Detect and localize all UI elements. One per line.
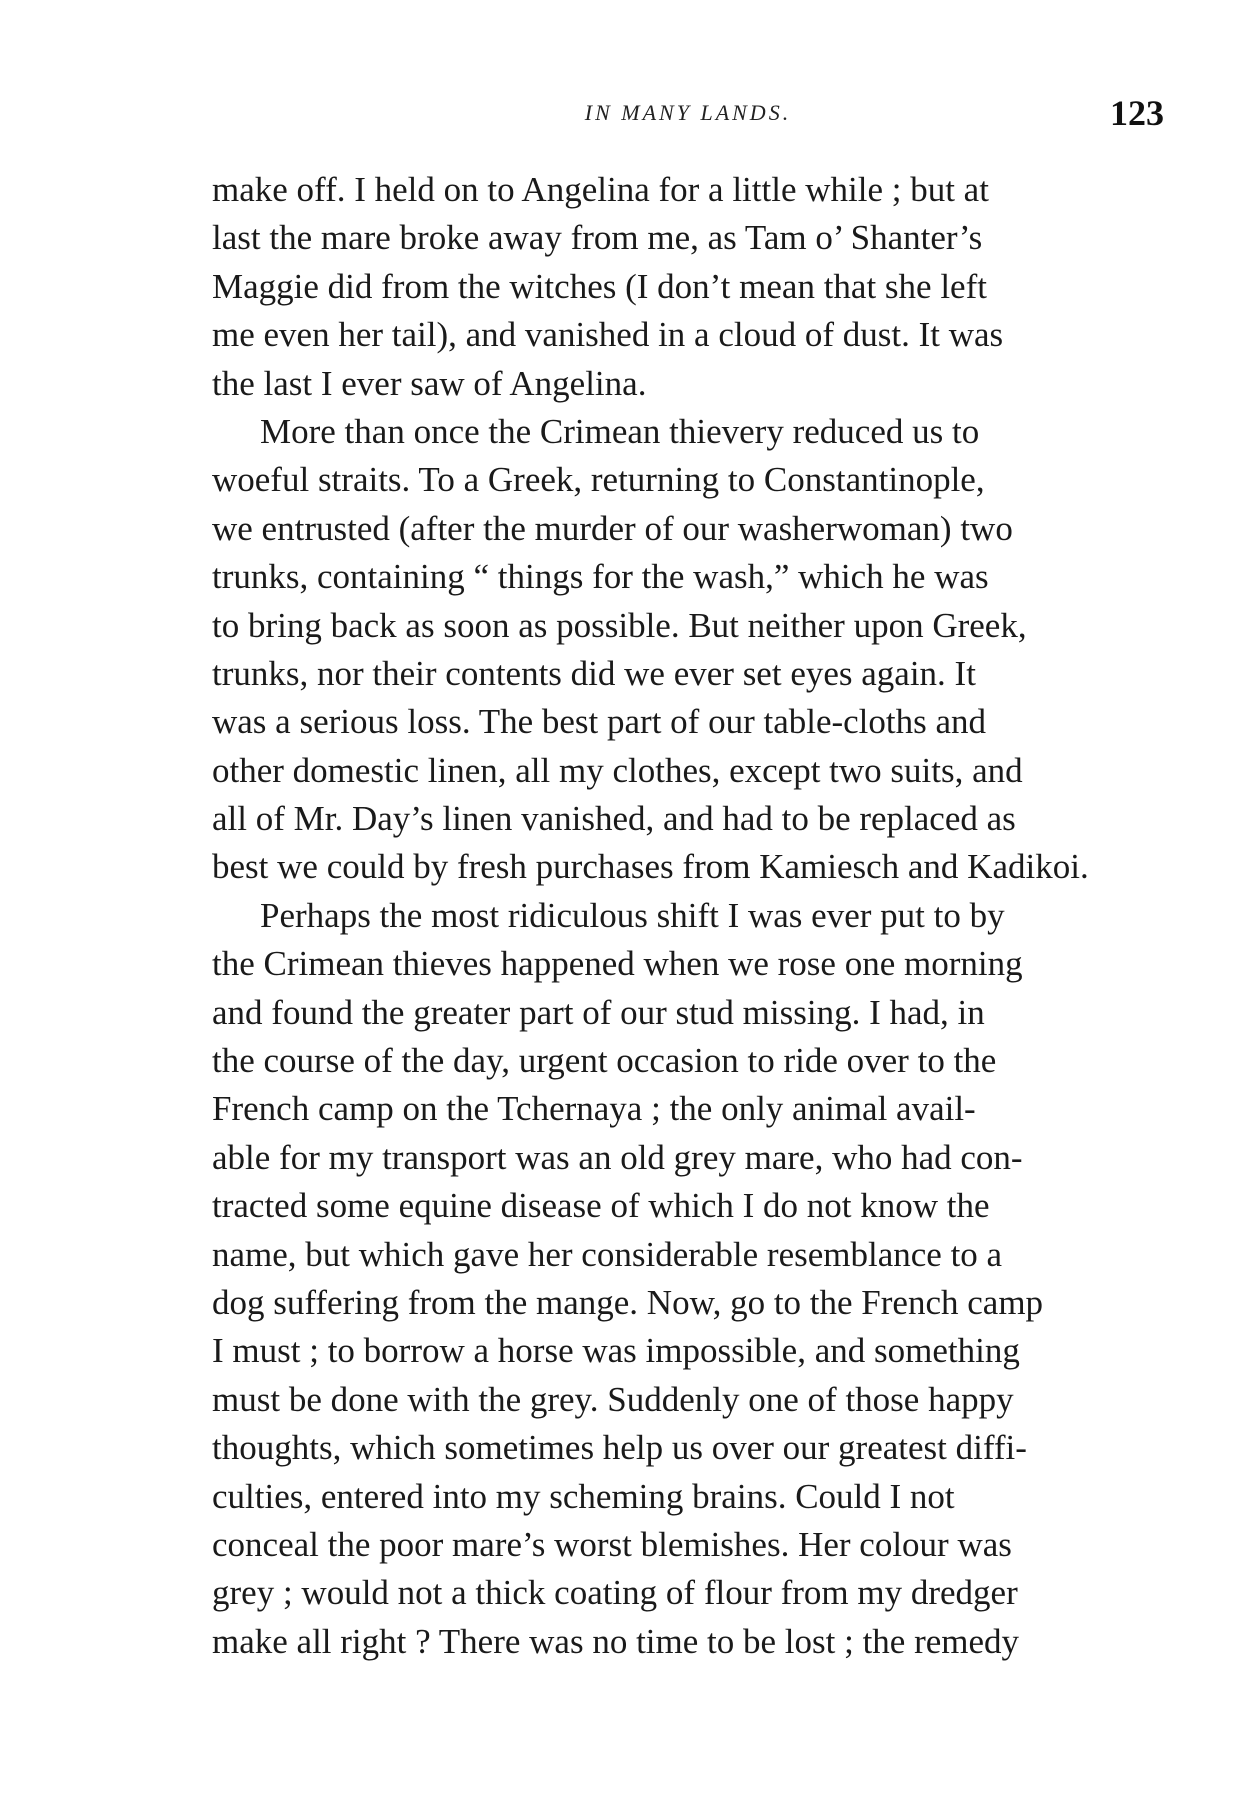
paragraph [212, 166, 1164, 408]
text-line: woeful straits. To a Greek, returning to Constantinople, [212, 460, 985, 500]
text-line: French camp on the Tchernaya ; the only animal avail- [212, 1089, 976, 1129]
text-line: all of Mr. Day’s linen vanished, and had to be replaced as [212, 799, 1016, 839]
text-line: last the mare broke away from me, as Tam o’ Shanter’s [212, 218, 983, 258]
text-line: trunks, nor their contents did we ever set eyes again. It [212, 653, 976, 693]
text-line: make all right ? There was no time to be lost ; the remedy [212, 1621, 1020, 1661]
text-line: I must ; to borrow a horse was impossible, and something [212, 1331, 1020, 1371]
text-line: thoughts, which sometimes help us over our greatest diffi- [212, 1428, 1027, 1468]
text-line: best we could by fresh purchases from Kamiesch and Kadikoi. [212, 847, 1089, 887]
text-line: trunks, containing “ things for the wash,” which he was [212, 557, 989, 597]
text-line: me even her tail), and vanished in a cloud of dust. It was [212, 315, 1004, 355]
text-line: grey ; would not a thick coating of flour from my dredger [212, 1573, 1018, 1613]
text-line: Perhaps the most ridiculous shift I was ever put to by [260, 895, 1005, 935]
text-line: we entrusted (after the murder of our washerwoman) two [212, 508, 1013, 548]
text-line: was a serious loss. The best part of our table-cloths and [212, 702, 987, 742]
text-line: conceal the poor mare’s worst blemishes. Her colour was [212, 1524, 1012, 1564]
text-line: able for my transport was an old grey mare, who had con- [212, 1137, 1023, 1177]
text-line: name, but which gave her considerable resemblance to a [212, 1234, 1003, 1274]
text-line: and found the greater part of our stud missing. I had, in [212, 992, 985, 1032]
text-line: tracted some equine disease of which I do not know the [212, 1186, 990, 1226]
text-line: culties, entered into my scheming brains. Could I not [212, 1476, 955, 1516]
body-text [212, 166, 1164, 1666]
text-line: the last I ever saw of Angelina. [212, 363, 647, 403]
running-head [212, 92, 1164, 142]
text-line: to bring back as soon as possible. But neither upon Greek, [212, 605, 1027, 645]
text-line: the Crimean thieves happened when we rose one morning [212, 944, 1023, 984]
paragraph [212, 892, 1164, 1666]
text-line: other domestic linen, all my clothes, except two suits, and [212, 750, 1023, 790]
text-line: Maggie did from the witches (I don’t mean that she left [212, 266, 987, 306]
text-line: make off. I held on to Angelina for a little while ; but at [212, 170, 989, 209]
text-line: dog suffering from the mange. Now, go to the French camp [212, 1282, 1044, 1322]
text-line: the course of the day, urgent occasion to ride over to the [212, 1041, 997, 1081]
page-number: 123 [1110, 93, 1164, 133]
text-line: More than once the Crimean thievery reduced us to [260, 411, 980, 451]
text-line: must be done with the grey. Suddenly one of those happy [212, 1379, 1014, 1419]
running-title: IN MANY LANDS. [584, 100, 792, 125]
paragraph [212, 408, 1164, 892]
